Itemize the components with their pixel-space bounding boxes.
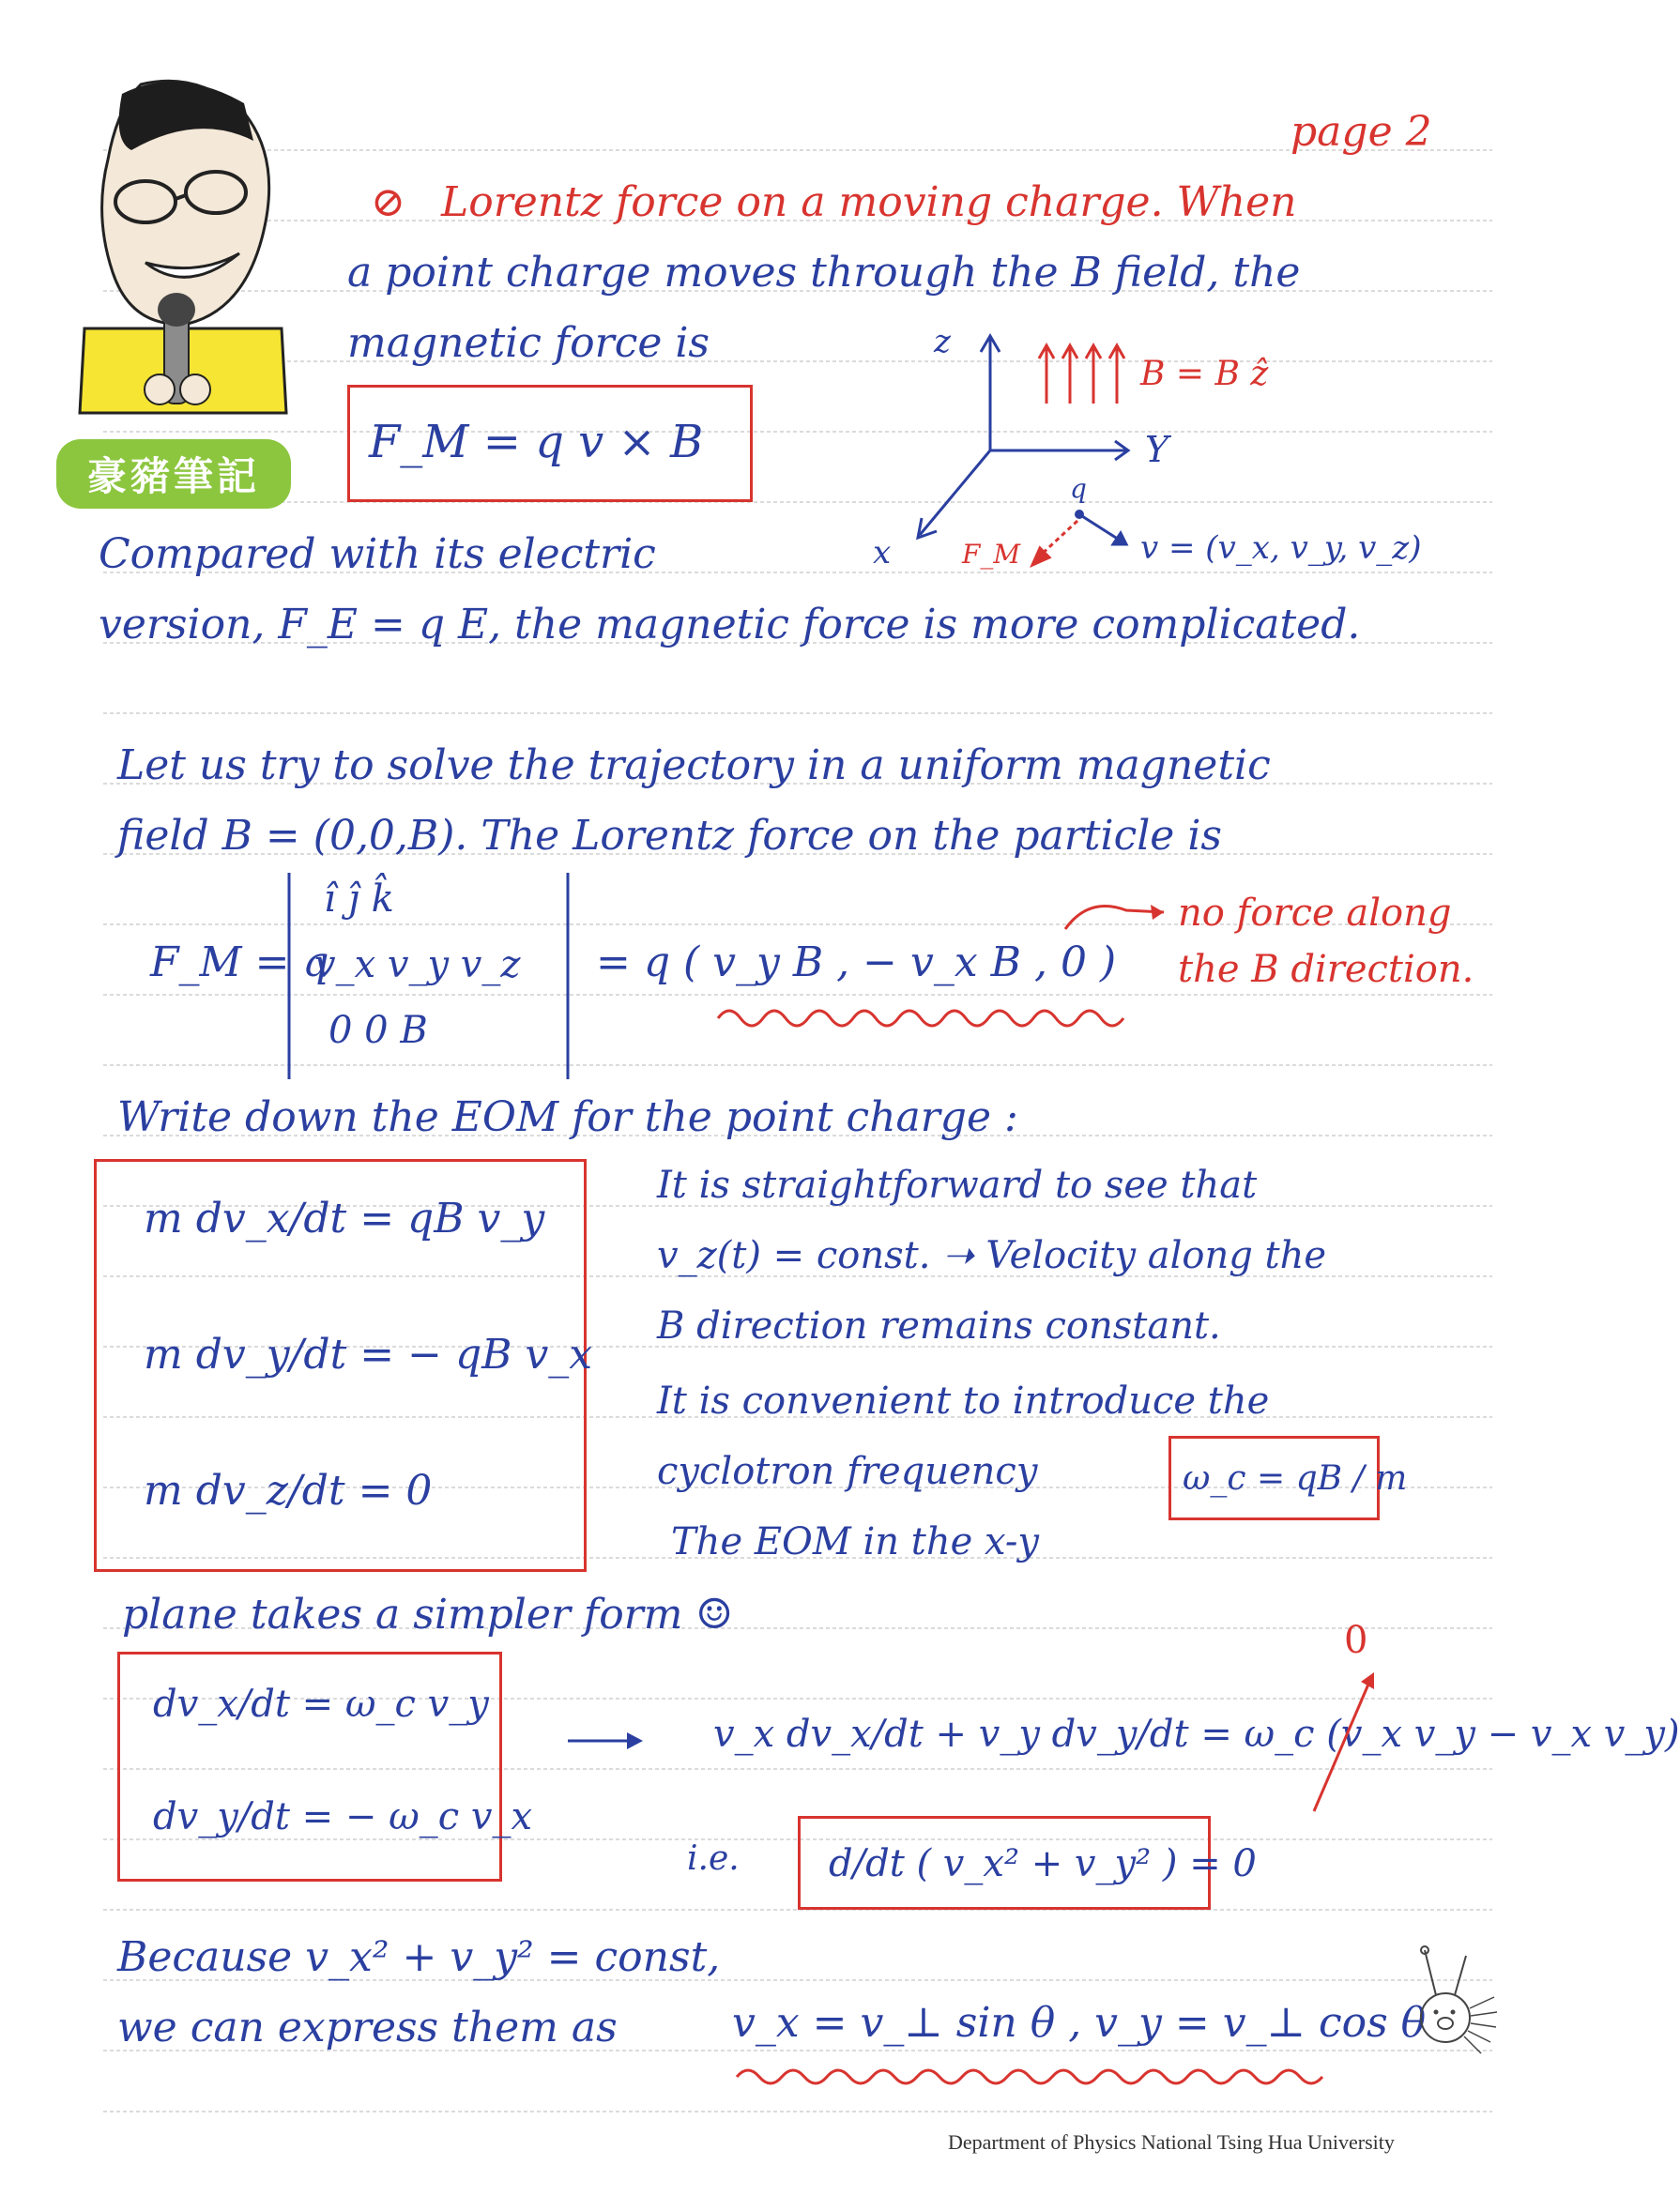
determinant-row: î ĵ k̂ bbox=[324, 877, 394, 921]
eom-box bbox=[94, 1159, 593, 1572]
implies-arrow bbox=[563, 1727, 648, 1755]
intro-line: a point charge moves through the B field, the bbox=[347, 249, 1301, 297]
conclusion-line: we can express them as bbox=[117, 2004, 618, 2051]
annotation-note: no force along bbox=[1178, 892, 1452, 935]
porcupine-doodle bbox=[1398, 1943, 1502, 2065]
eom-heading: Write down the EOM for the point charge : bbox=[117, 1093, 1018, 1141]
result-box bbox=[798, 1816, 1257, 1910]
force-equation-box bbox=[347, 385, 753, 502]
determinant-row: v_x v_y v_z bbox=[314, 943, 521, 986]
explain-line: The EOM in the x-y bbox=[671, 1520, 1039, 1563]
determinant-lhs: F_M = q bbox=[150, 938, 329, 986]
force-label: F_M bbox=[962, 539, 1021, 570]
cyclotron-box bbox=[1168, 1436, 1408, 1520]
plane-eom-box bbox=[117, 1652, 533, 1882]
note-arrow bbox=[1061, 892, 1173, 938]
plane-heading: plane takes a simpler form ☺ bbox=[122, 1591, 733, 1639]
intro-heading: Lorentz force on a moving charge. When bbox=[441, 178, 1297, 226]
explain-line: v_z(t) = const. ➝ Velocity along the bbox=[657, 1234, 1327, 1277]
eom-equation: m dv_y/dt = − qB v_x bbox=[144, 1331, 593, 1379]
explain-line: cyclotron frequency bbox=[657, 1450, 1038, 1493]
charge-label: q bbox=[1070, 473, 1087, 504]
axis-y-label: Y bbox=[1145, 429, 1169, 470]
plane-equation: dv_x/dt = ω_c v_y bbox=[153, 1683, 489, 1726]
force-equation: F_M = q v × B bbox=[369, 416, 704, 468]
explain-line: It is convenient to introduce the bbox=[657, 1380, 1270, 1423]
annotation-note: the B direction. bbox=[1178, 948, 1474, 991]
brand-logo: 豪豬筆記 bbox=[56, 439, 291, 509]
sum-equation: v_x dv_x/dt + v_y dv_y/dt = ω_c (v_x v_y − v_x v_y) bbox=[713, 1713, 1680, 1756]
eom-equation: m dv_z/dt = 0 bbox=[144, 1467, 433, 1515]
eom-equation: m dv_x/dt = qB v_y bbox=[144, 1195, 545, 1243]
underline-squiggle bbox=[713, 999, 1145, 1037]
cancel-stroke bbox=[1305, 1652, 1389, 1821]
section-marker: ⊘ bbox=[371, 178, 405, 226]
ie-label: i.e. bbox=[687, 1839, 740, 1878]
parametrization: v_x = v_⊥ sin θ , v_y = v_⊥ cos θ bbox=[732, 1999, 1427, 2047]
b-field-label: B = B ẑ bbox=[1140, 355, 1269, 393]
cartoon-avatar bbox=[56, 75, 310, 450]
determinant-rhs: = q ( v_y B , − v_x B , 0 ) bbox=[596, 938, 1117, 986]
axis-z-label: z bbox=[934, 323, 951, 360]
explain-line: It is straightforward to see that bbox=[657, 1164, 1258, 1207]
intro-line: magnetic force is bbox=[347, 319, 710, 367]
footer-credit: Department of Physics National Tsing Hua University bbox=[948, 2130, 1395, 2154]
axes-figure bbox=[845, 319, 1483, 601]
explain-line: B direction remains constant. bbox=[657, 1304, 1221, 1348]
compare-line: version, F_E = q E, the magnetic force is more complicated. bbox=[99, 601, 1361, 648]
determinant-row: 0 0 B bbox=[328, 1009, 428, 1052]
page-label: page 2 bbox=[1291, 108, 1432, 156]
result-equation: d/dt ( v_x² + v_y² ) = 0 bbox=[829, 1842, 1257, 1885]
velocity-label: v = (v_x, v_y, v_z) bbox=[1140, 529, 1422, 567]
param-squiggle bbox=[732, 2060, 1333, 2094]
plane-equation: dv_y/dt = − ω_c v_x bbox=[153, 1795, 533, 1838]
solve-line: field B = (0,0,B). The Lorentz force on the particle is bbox=[117, 812, 1222, 860]
solve-line: Let us try to solve the trajectory in a uniform magnetic bbox=[117, 741, 1271, 789]
cyclotron-frequency: ω_c = qB / m bbox=[1183, 1459, 1408, 1498]
axis-x-label: x bbox=[873, 534, 892, 572]
compare-line: Compared with its electric bbox=[99, 530, 656, 578]
zero-annotation: 0 bbox=[1344, 1619, 1368, 1662]
conclusion-line: Because v_x² + v_y² = const, bbox=[117, 1933, 721, 1981]
